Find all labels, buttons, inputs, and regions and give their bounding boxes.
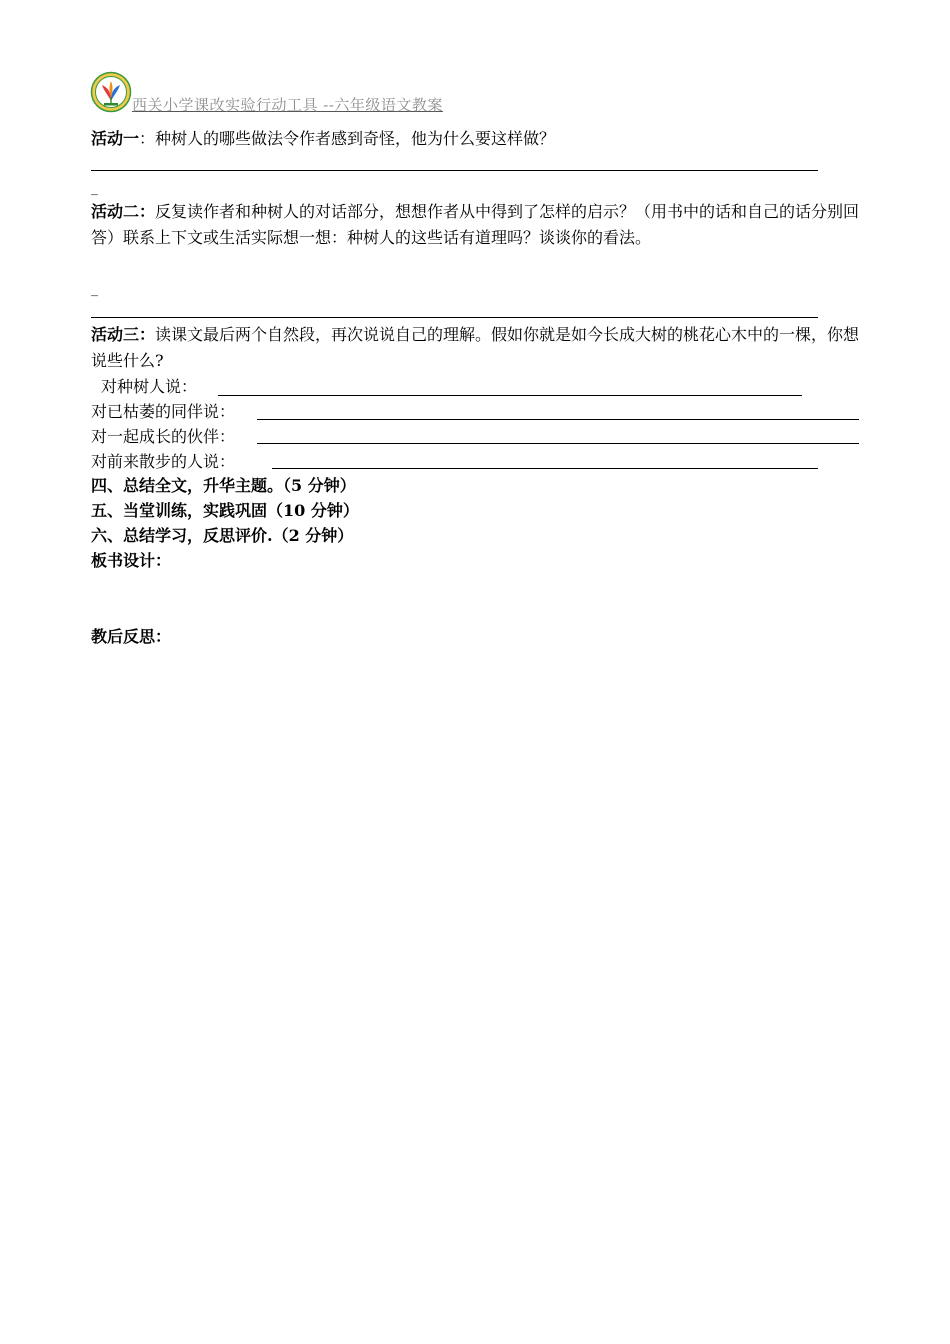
answer-line-1[interactable] <box>91 170 818 171</box>
section-4-heading: 四、总结全文，升华主题。（5 分钟） <box>91 476 356 495</box>
section-6-heading: 六、总结学习，反思评价.（2 分钟） <box>91 526 354 545</box>
activity1-label: 活动一 <box>91 129 140 148</box>
prompt-growing-partner: 对一起成长的伙伴： <box>91 427 236 446</box>
activity3-question: 读课文最后两个自然段，再次说说自己的理解。假如你就是如今长成大树的桃花心木中的一棵，你想说些什么? <box>91 325 860 370</box>
activity2-label: 活动二 <box>91 202 140 221</box>
activity3-paragraph <box>91 322 861 374</box>
activity2-paragraph <box>91 199 861 251</box>
blank-mark-1: _ <box>91 180 98 196</box>
activity1-colon: ： <box>139 129 156 148</box>
prompt-walker: 对前来散步的人说： <box>91 452 236 471</box>
prompt-withered-companion: 对已枯萎的同伴说： <box>91 402 236 421</box>
activity2-question: 反复读作者和种树人的对话部分，想想作者从中得到了怎样的启示？（用书中的话和自己的话分别回答）联系上下文或生活实际想一想：种树人的这些话有道理吗？谈谈你的看法。 <box>91 202 860 247</box>
activity1-line <box>91 126 555 151</box>
school-logo-icon <box>90 71 132 113</box>
board-design-heading: 板书设计： <box>91 551 172 570</box>
activity2-colon: ： <box>139 202 156 221</box>
answer-line-walker[interactable] <box>272 468 818 469</box>
reflection-heading: 教后反思： <box>91 627 172 646</box>
answer-line-growing-partner[interactable] <box>257 443 859 444</box>
answer-line-tree-planter[interactable] <box>218 395 802 396</box>
blank-mark-2: _ <box>91 281 98 297</box>
activity3-colon: ： <box>139 325 156 344</box>
section-5-heading: 五、当堂训练，实践巩固（10 分钟） <box>91 501 359 520</box>
header-title: 西关小学课改实验行动工具 --六年级语文教案 <box>132 96 443 114</box>
prompt-tree-planter: 对种树人说： <box>101 377 198 396</box>
activity1-question: 种树人的哪些做法令作者感到奇怪，他为什么要这样做？ <box>155 129 556 148</box>
activity3-label: 活动三 <box>91 325 140 344</box>
answer-line-2[interactable] <box>91 317 818 318</box>
answer-line-withered-companion[interactable] <box>257 419 859 420</box>
